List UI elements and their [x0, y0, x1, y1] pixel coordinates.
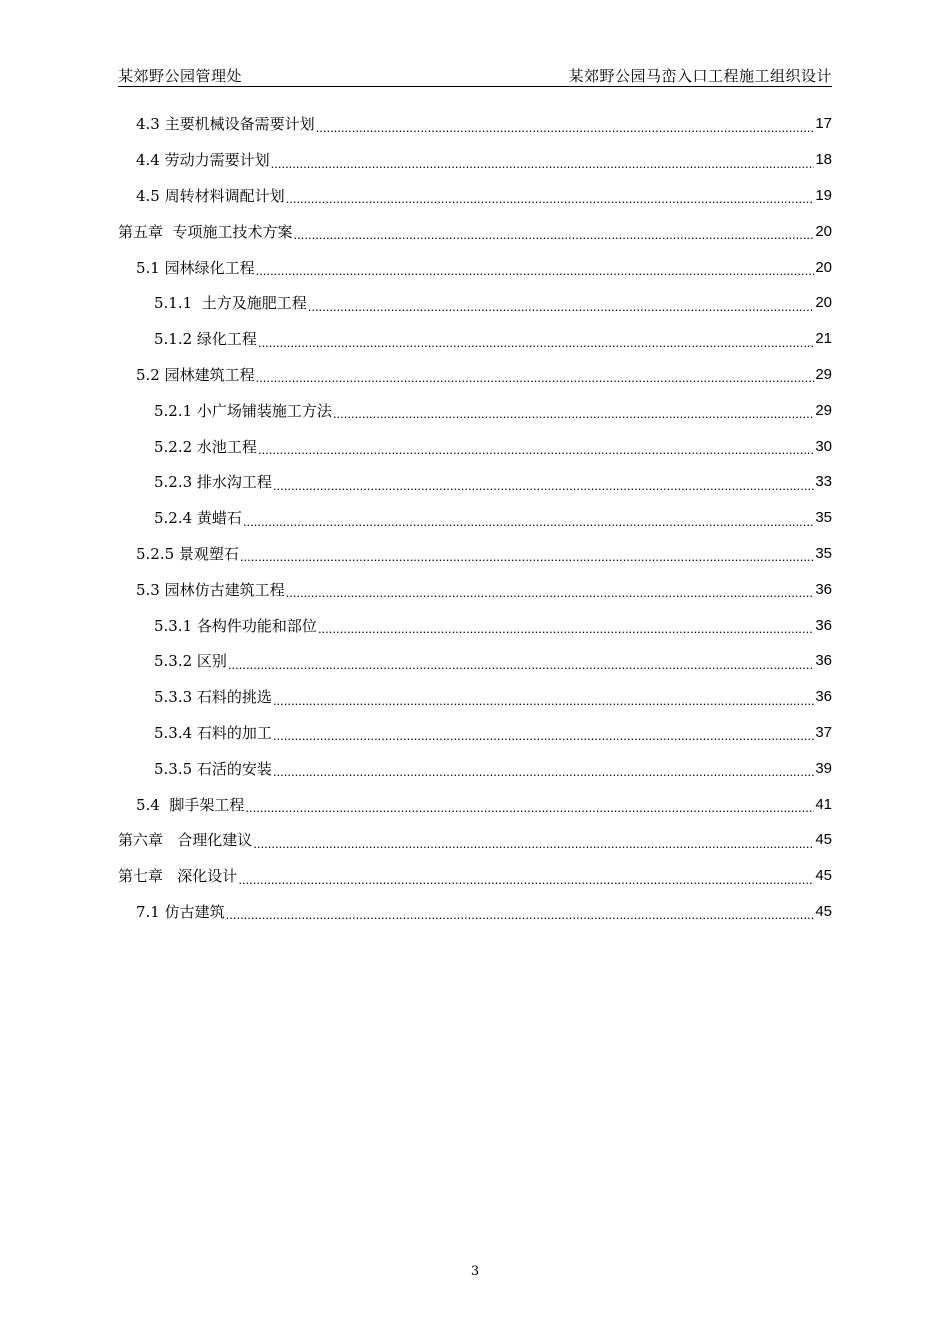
toc-entry-title: 5.1.1 土方及施肥工程 — [154, 294, 307, 313]
toc-entry-page: 29 — [815, 365, 832, 383]
page-header — [118, 62, 832, 86]
toc-dot-leader — [273, 729, 814, 750]
toc-entry-page: 30 — [815, 437, 832, 455]
toc-entry[interactable] — [118, 321, 832, 357]
toc-dot-leader — [271, 157, 815, 178]
toc-dot-leader — [294, 228, 815, 249]
toc-dot-leader — [258, 336, 814, 357]
toc-dot-leader — [243, 515, 814, 536]
toc-entry[interactable] — [118, 213, 832, 249]
toc-dot-leader — [273, 479, 814, 500]
toc-dot-leader — [228, 658, 814, 679]
toc-entry-page: 21 — [815, 330, 832, 348]
header-document-title: 某郊野公园马峦入口工程施工组织设计 — [568, 67, 832, 85]
toc-entry-page: 29 — [815, 401, 832, 419]
toc-entry-title: 5.3.5 石活的安装 — [154, 759, 272, 778]
toc-entry-title: 第六章 合理化建议 — [118, 831, 253, 850]
page-number: 3 — [470, 1264, 480, 1279]
toc-entry-page: 36 — [815, 688, 832, 706]
toc-entry-page: 33 — [815, 473, 832, 491]
toc-entry-page: 45 — [815, 902, 832, 920]
toc-entry[interactable] — [118, 392, 832, 428]
toc-entry-page: 20 — [815, 294, 832, 312]
header-divider — [118, 86, 832, 87]
toc-entry-title: 5.2.1 小广场铺装施工方法 — [154, 401, 332, 420]
toc-entry-page: 20 — [815, 258, 832, 276]
toc-entry-title: 4.4 劳动力需要计划 — [136, 151, 270, 170]
toc-entry-title: 5.2.3 排水沟工程 — [154, 473, 272, 492]
toc-dot-leader — [273, 694, 814, 715]
toc-entry-title: 5.4 脚手架工程 — [136, 795, 245, 814]
toc-entry[interactable] — [118, 715, 832, 751]
toc-dot-leader — [256, 371, 815, 392]
toc-entry-title: 5.2.2 水池工程 — [154, 437, 257, 456]
toc-entry-title: 5.2.5 景观塑石 — [136, 544, 239, 563]
toc-entry-page: 36 — [815, 652, 832, 670]
toc-entry[interactable] — [118, 500, 832, 536]
toc-dot-leader — [286, 192, 815, 213]
toc-entry[interactable] — [118, 607, 832, 643]
toc-dot-leader — [226, 908, 815, 929]
toc-entry-title: 7.1 仿古建筑 — [136, 902, 225, 921]
toc-entry[interactable] — [118, 536, 832, 572]
toc-entry-page: 41 — [815, 795, 832, 813]
toc-dot-leader — [253, 837, 814, 858]
toc-entry[interactable] — [118, 822, 832, 858]
toc-entry-title: 5.3.1 各构件功能和部位 — [154, 616, 317, 635]
toc-entry[interactable] — [118, 106, 832, 142]
toc-entry-title: 5.2 园林建筑工程 — [136, 365, 255, 384]
toc-dot-leader — [240, 550, 814, 571]
toc-entry[interactable] — [118, 679, 832, 715]
toc-entry-page: 36 — [815, 616, 832, 634]
toc-entry-title: 第七章 深化设计 — [118, 867, 238, 886]
toc-entry[interactable] — [118, 894, 832, 930]
toc-entry-title: 第五章 专项施工技术方案 — [118, 222, 293, 241]
toc-entry[interactable] — [118, 858, 832, 894]
toc-dot-leader — [333, 407, 814, 428]
header-organization: 某郊野公园管理处 — [118, 67, 243, 85]
toc-entry-page: 35 — [815, 509, 832, 527]
toc-entry-page: 17 — [815, 115, 832, 133]
toc-dot-leader — [308, 300, 815, 321]
toc-entry[interactable] — [118, 428, 832, 464]
toc-dot-leader — [316, 121, 815, 142]
toc-entry[interactable] — [118, 643, 832, 679]
toc-dot-leader — [258, 443, 814, 464]
toc-entry-page: 35 — [815, 544, 832, 562]
toc-dot-leader — [286, 586, 815, 607]
toc-entry[interactable] — [118, 249, 832, 285]
table-of-contents — [118, 106, 832, 929]
toc-entry[interactable] — [118, 285, 832, 321]
toc-entry-title: 5.3.4 石料的加工 — [154, 723, 272, 742]
toc-entry-page: 37 — [815, 723, 832, 741]
toc-entry-title: 5.2.4 黄蜡石 — [154, 509, 242, 528]
toc-entry-page: 19 — [815, 186, 832, 204]
toc-dot-leader — [238, 873, 814, 894]
toc-dot-leader — [245, 801, 814, 822]
toc-entry-page: 18 — [815, 151, 832, 169]
toc-entry-title: 4.3 主要机械设备需要计划 — [136, 115, 315, 134]
toc-entry[interactable] — [118, 464, 832, 500]
toc-entry-page: 45 — [815, 867, 832, 885]
toc-entry-page: 36 — [815, 580, 832, 598]
toc-entry-title: 5.1 园林绿化工程 — [136, 258, 255, 277]
toc-entry-page: 45 — [815, 831, 832, 849]
toc-entry-title: 5.1.2 绿化工程 — [154, 330, 257, 349]
toc-entry[interactable] — [118, 571, 832, 607]
toc-entry[interactable] — [118, 786, 832, 822]
toc-dot-leader — [318, 622, 814, 643]
toc-entry-page: 20 — [815, 222, 832, 240]
toc-entry-page: 39 — [815, 759, 832, 777]
toc-entry-title: 5.3.3 石料的挑选 — [154, 688, 272, 707]
toc-entry-title: 4.5 周转材料调配计划 — [136, 186, 285, 205]
toc-entry[interactable] — [118, 357, 832, 393]
toc-entry-title: 5.3 园林仿古建筑工程 — [136, 580, 285, 599]
toc-entry[interactable] — [118, 750, 832, 786]
toc-entry[interactable] — [118, 178, 832, 214]
toc-dot-leader — [273, 765, 814, 786]
toc-dot-leader — [256, 264, 815, 285]
toc-entry-title: 5.3.2 区别 — [154, 652, 227, 671]
toc-entry[interactable] — [118, 142, 832, 178]
